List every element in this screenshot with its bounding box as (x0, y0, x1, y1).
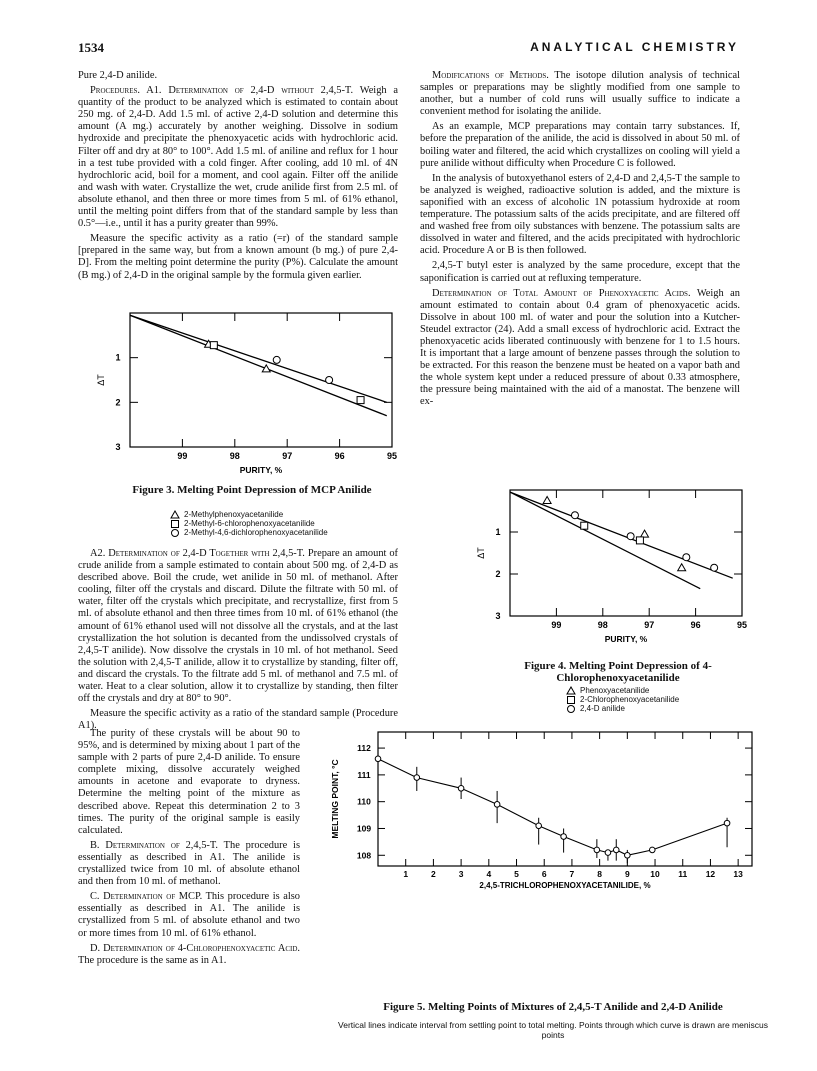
circle-marker (683, 554, 690, 561)
y-axis-label: ΔT (476, 547, 486, 559)
x-tick-label: 9 (624, 869, 630, 879)
figure-4-caption: Figure 4. Melting Point Depression of 4-Chlorophenoxyacetanilide (524, 660, 712, 684)
y-axis-label: MELTING POINT, °C (330, 759, 340, 839)
paragraph (420, 173, 740, 258)
square-marker (357, 397, 364, 404)
figure-3 (90, 305, 400, 485)
circle-marker (627, 533, 634, 540)
triangle-legend-marker (566, 686, 576, 695)
paragraph-text: Measure the specific activity as a ratio of the standard sample (Procedure A1). (78, 708, 398, 732)
paragraph-text: The procedure is essentially as described in A1. The anilide is crystallized twice from 10 ml. of absolute ethanol and then from 10 ml. of methanol. (78, 839, 300, 888)
y-tick-label: 109 (356, 823, 372, 834)
x-tick-label: 11 (678, 869, 688, 879)
paragraph (78, 233, 398, 281)
x-tick-label: 12 (705, 869, 716, 879)
x-tick-label: 4 (486, 869, 492, 879)
data-point (649, 847, 655, 853)
square-marker (568, 697, 575, 704)
figure-4-legend (566, 686, 679, 713)
y-tick-label: 2 (115, 397, 121, 408)
triangle-marker (543, 497, 551, 504)
data-point (414, 775, 420, 781)
triangle-marker (678, 564, 686, 571)
paragraph-text: 2,4,5-T butyl ester is analyzed by the same procedure, except that the saponification is carried out at refluxing temperature. (420, 260, 740, 284)
x-tick-label: 2 (431, 869, 436, 879)
x-tick-label: 97 (644, 620, 655, 630)
paragraph (420, 260, 740, 284)
data-point (458, 785, 464, 791)
y-tick-label: 3 (495, 611, 501, 621)
legend-label: 2-Methylphenoxyacetanilide (184, 510, 284, 519)
circle-legend-marker (566, 704, 576, 713)
y-tick-label: 1 (115, 352, 121, 363)
circle-marker (172, 530, 179, 537)
page-number: 1534 (78, 40, 104, 55)
fit-line (130, 315, 387, 402)
paragraph (78, 891, 300, 939)
left-column-top (78, 70, 398, 285)
paragraph-text: Weigh a quantity of the product to be analyzed which is estimated to contain about 250 mg. of 2,4-D. Add 1.5 ml. of active 2,4-D solution and determine this amount (A mg.) accurately by another weighing. Dissolve in sodium hydroxide and precipitate the phenoxyacetic acids with hydrochloric acid. Filter off and dry at 80° to 100°. Add 1.5 ml. of aniline and reflux for 1 hour in a test tube provided with a cold finger. After cooling, add 10 ml. of 4N hydrochloric acid, boil for a moment, and cool again. Filter off the anilide and wash with water. Crystallize the wet, crude anilide first from 2.5 ml. of absolute ethanol, and then three or more times from 5 ml. of 61% ethanol, until the melting point differs from that of the standard sample by less than 0.5°—i.e., until it has a purity greater than 99%. (78, 85, 398, 230)
paragraph-text: Measure the specific activity as a ratio (=r) of the standard sample [prepared in the same way, but from a known amount (b mg.) of pure 2,4-D]. From the melting point determine the purity (P%). Calculate the amount (B mg.) of 2,4-D in the original sample by the formula given earlier. (78, 233, 398, 281)
x-tick-label: 13 (733, 869, 743, 879)
legend-label: 2,4-D anilide (580, 704, 625, 713)
y-tick-label: 110 (357, 796, 371, 807)
y-tick-label: 108 (356, 850, 372, 861)
paragraph (78, 840, 300, 888)
figure-5-note: Vertical lines indicate interval from settling point to total melting. Points through which curve is drawn are meniscus points (338, 1020, 768, 1040)
x-tick-label: 10 (650, 869, 660, 879)
y-tick-label: 2 (495, 569, 501, 579)
square-legend-marker (566, 695, 576, 704)
legend-label: 2-Chlorophenoxyacetanilide (580, 695, 680, 704)
y-tick-label: 3 (115, 442, 121, 452)
triangle-marker (262, 365, 270, 372)
journal-title: ANALYTICAL CHEMISTRY (530, 40, 739, 54)
plot-frame (510, 490, 742, 616)
x-tick-label: 1 (403, 869, 409, 879)
square-marker (210, 342, 217, 349)
legend-entry (170, 528, 328, 537)
paragraph-heading: C. Determination of MCP. (90, 891, 203, 903)
figure-3-caption: Figure 3. Melting Point Depression of MCP Anilide (132, 484, 372, 496)
triangle-marker (567, 687, 575, 694)
right-column-top (420, 70, 740, 412)
paragraph-text: Weigh an amount estimated to contain about 0.4 gram of phenoxyacetic acids. Dissolve in about 100 ml. of water and pour the solution into a Kutcher-Steudel extractor (24). Add a small excess of hydrochloric acid. Extract the phenoxyacetic acids liberated continuously with benzene for 1 to 1.5 hours. It is important that a large amount of benzene passes through the solution to be extracted. For this reason the benzene must be heated on a vapor bath and the whole system kept under a reduced pressure of about 0.33 atmosphere, the pressure being maintained with the aid of a manostat. The benzene will ex- (420, 287, 740, 408)
x-tick-label: 8 (597, 869, 602, 879)
x-axis-label: PURITY, % (604, 634, 648, 644)
data-point (375, 756, 381, 762)
circle-marker (711, 564, 718, 571)
paragraph (78, 85, 398, 230)
x-tick-label: 95 (736, 620, 748, 630)
y-tick-label: 112 (357, 743, 371, 754)
data-point (594, 847, 600, 853)
paragraph-heading: D. Determination of 4-Chlorophenoxyacetic Acid. (90, 942, 300, 954)
legend-entry (170, 510, 328, 519)
figure-5-caption: Figure 5. Melting Points of Mixtures of 2,4,5-T Anilide and 2,4-D Anilide (383, 1001, 723, 1013)
square-marker (172, 521, 179, 528)
circle-marker (273, 356, 280, 363)
fit-line (510, 492, 700, 589)
paragraph-heading: Procedures. A1. Determination of 2,4-D without 2,4,5-T. (90, 85, 354, 97)
paragraph (78, 943, 300, 967)
figure-3-chart (90, 305, 400, 485)
triangle-marker (171, 511, 179, 518)
triangle-legend-marker (170, 510, 180, 519)
paragraph-text: The purity of these crystals will be about 90 to 95%, and is determined by mixing about 1 part of the sample with 2 parts of pure 2,4-D anilide. To ensure complete mixing, dissolve accurately weighed amounts in acetone and evaporate to dryness. Determine the melting point of the mixture as described above. Repeat this determination 2 to 3 times. The purity of the original sample is easily calculated. (78, 728, 300, 836)
data-point (536, 823, 542, 829)
paragraph-heading: A2. Determination of 2,4-D Together with 2,4,5-T. (90, 548, 305, 559)
paragraph-text: The isotope dilution analysis of technical samples or preparations may be slightly modified from one sample to another, but a number of cold runs will usually suffice to indicate a convenient method for isolating the anilide. (420, 70, 740, 118)
square-marker (581, 522, 588, 529)
paragraph (420, 288, 740, 409)
paragraph-text: This procedure is also essentially as described in A1. The anilide is crystallized from 5 ml. of absolute ethanol and two or more times from 10 ml. of 61% ethanol. (78, 891, 300, 939)
mixture-curve (378, 759, 727, 856)
left-column-bottom (78, 728, 300, 970)
x-tick-label: 95 (386, 451, 398, 461)
circle-marker (568, 706, 575, 713)
paragraph (420, 121, 740, 169)
plot-frame (130, 313, 392, 447)
x-axis-label: 2,4,5-TRICHLOROPHENOXYACETANILIDE, % (479, 881, 651, 890)
paragraph-heading: Determination of Total Amount of Phenoxyacetic Acids. (432, 287, 691, 299)
paragraph (78, 70, 398, 82)
fit-line (510, 492, 733, 578)
figure-5-chart (318, 726, 760, 896)
x-axis-label: PURITY, % (239, 465, 283, 475)
circle-marker (571, 512, 578, 519)
x-tick-label: 98 (597, 620, 608, 630)
legend-entry (170, 519, 328, 528)
paragraph-text: In the analysis of butoxyethanol esters of 2,4-D and 2,4,5-T the sample to be analyzed is weighed, radioactive solution is added, and the mixture is saponified with an excess of alcoholic 1N potassium hydroxide at room temperature. The potassium salts of the acids precipitate, and are filtered off and washed free from oily substances with benzene. The potassium salts are dissolved in water and filtered, and the acids precipitated with hydrochloric acid. Procedure A or B is then followed. (420, 172, 740, 257)
data-point (494, 802, 500, 808)
figure-4-chart (470, 482, 750, 654)
paragraph-text: The procedure is the same as in A1. (78, 954, 227, 966)
x-tick-label: 6 (541, 869, 547, 879)
y-tick-label: 1 (495, 527, 501, 537)
x-tick-label: 96 (690, 620, 701, 630)
fit-line (130, 315, 387, 416)
data-point (613, 847, 619, 853)
paragraph-heading: Modifications of Methods. (432, 70, 549, 81)
paragraph-heading: B. Determination of 2,4,5-T. (90, 839, 219, 851)
data-point (724, 820, 730, 826)
legend-entry (566, 704, 679, 713)
legend-label: 2-Methyl-6-chlorophenoxyacetanilide (184, 519, 315, 528)
x-tick-label: 5 (514, 869, 519, 879)
x-tick-label: 3 (458, 869, 464, 879)
legend-entry (566, 686, 679, 695)
circle-marker (326, 377, 333, 384)
paragraph (78, 728, 300, 837)
figure-3-legend (170, 510, 328, 537)
data-point (625, 852, 631, 858)
square-legend-marker (170, 519, 180, 528)
y-tick-label: 111 (357, 769, 371, 780)
paragraph (78, 548, 398, 705)
circle-legend-marker (170, 528, 180, 537)
paragraph-text: As an example, MCP preparations may contain tarry substances. If, before the preparation of the anilide, the acid is dissolved in about 50 ml. of boiling water and filtered, the acid which crystallizes on cooling will yield a pure anilide without difficulty when Procedure C is followed. (420, 121, 740, 169)
x-tick-label: 97 (282, 451, 293, 461)
plot-frame (378, 732, 752, 866)
data-point (605, 850, 611, 856)
paragraph (420, 70, 740, 118)
figure-4 (470, 482, 750, 654)
x-tick-label: 98 (229, 451, 240, 461)
x-tick-label: 99 (177, 451, 188, 461)
paragraph-text: Prepare an amount of crude anilide from a sample estimated to contain about 500 mg. of 2,4-D as described above. Boil the crude, wet anilide in 50 ml. of methanol. After cooling, filter off the crystals and discard. Dilute the filtrate with 50 ml. of water, filter off the crystals which precipitate, and recrystallize, first from 5 ml. of absolute ethanol and then three times from 10 ml. of 61% ethanol (the amount of 61% ethanol used will not dissolve all the crystals, and at the last crystallization the hot solution is decanted from the undissolved crystals of 2,4,5-T anilide). Now dissolve the crystals in 10 ml. of hot methanol. Seed the solution with 2,4,5-T anilide, allow it to crystallize by standing, filter off, and discard the crystals. To the filtrate add 5 ml. of methanol and 7.5 ml. of water. Heat to a clear solution, allow it to crystallize by standing, then filter off the crystals and dry at 80° to 90°. (78, 548, 398, 705)
data-point (561, 834, 567, 840)
square-marker (636, 537, 643, 544)
legend-label: Phenoxyacetanilide (580, 686, 650, 695)
x-tick-label: 96 (334, 451, 345, 461)
figure-5 (318, 726, 760, 896)
y-axis-label: ΔT (96, 374, 106, 386)
x-tick-label: 99 (551, 620, 562, 630)
x-tick-label: 7 (569, 869, 575, 879)
left-column-middle (78, 548, 398, 735)
legend-label: 2-Methyl-4,6-dichlorophenoxyacetanilide (184, 528, 328, 537)
paragraph-text: Pure 2,4-D anilide. (78, 70, 158, 81)
triangle-marker (641, 530, 649, 537)
legend-entry (566, 695, 679, 704)
